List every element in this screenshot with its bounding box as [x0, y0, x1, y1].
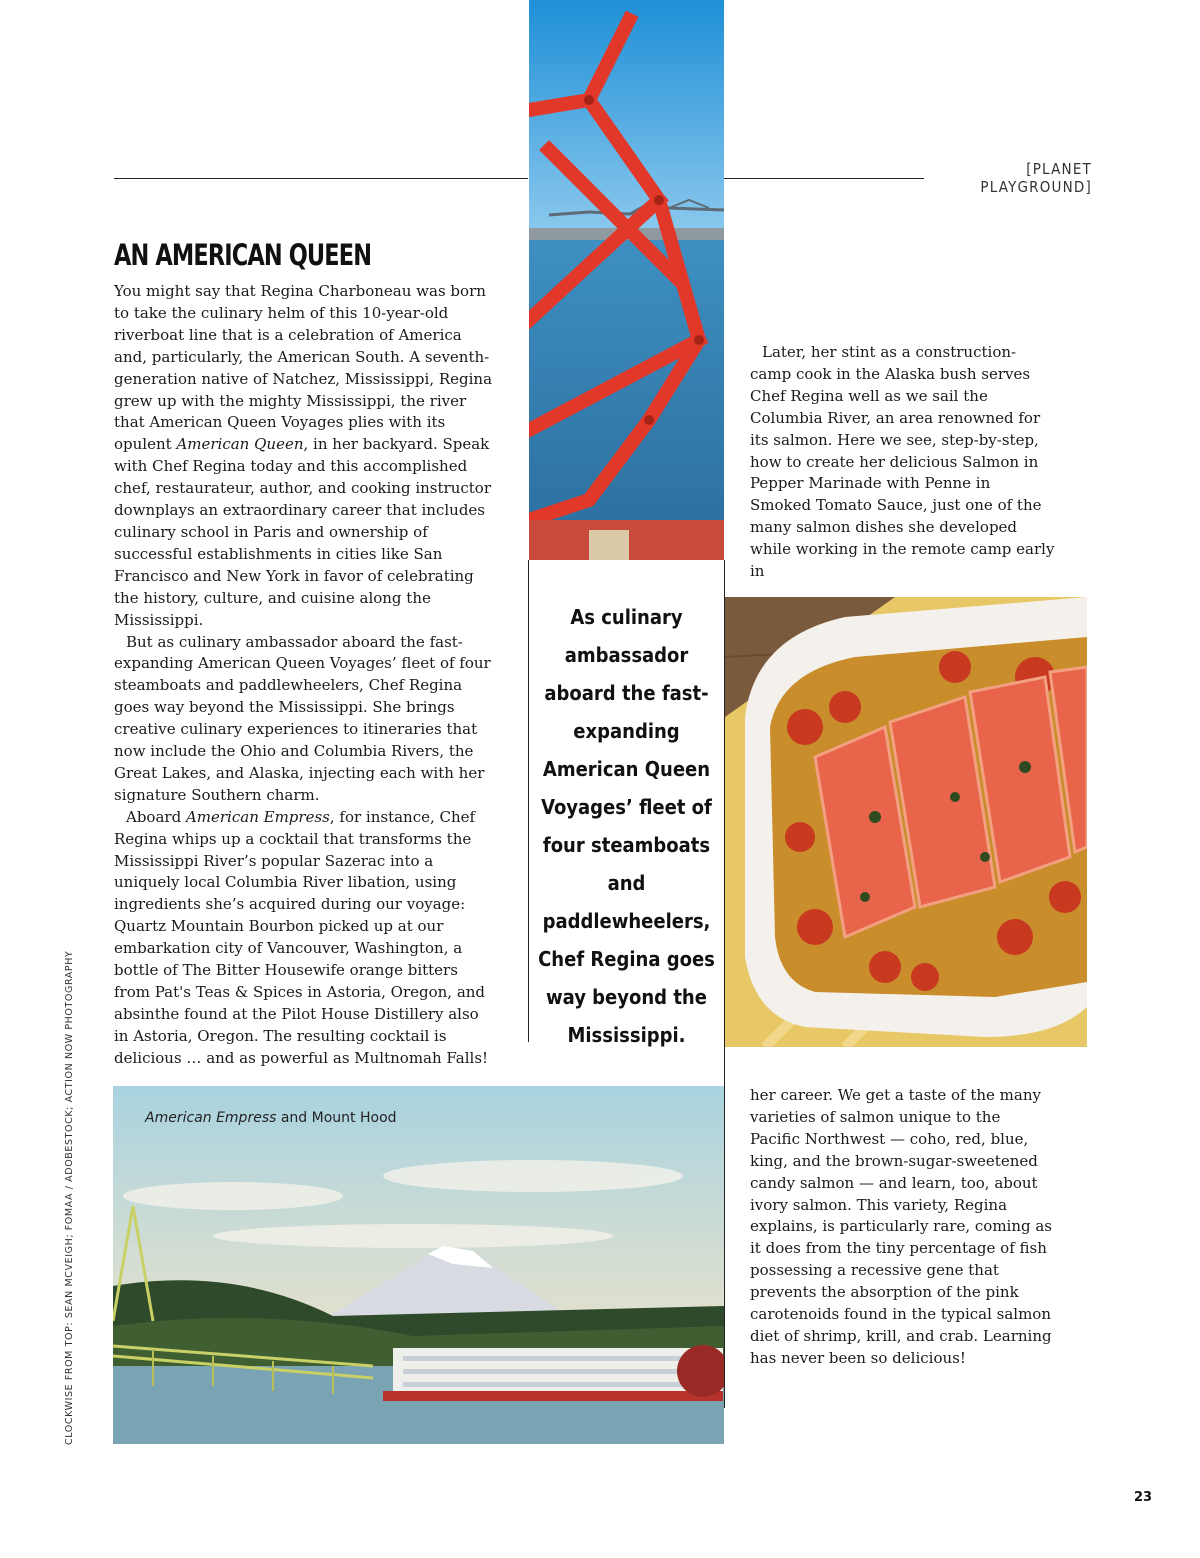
paddlewheel-river-photo — [529, 0, 724, 560]
paragraph-2: But as culinary ambassador aboard the fast-expanding American Queen Voyages’ fleet of four steamboats and paddlewheelers, Chef Regina goes way beyond the Mississippi. She brings creative culinary experiences to itineraries that now include the Ohio and Columbia Rivers, the Great Lakes, and Alaska, injecting each with her signature Southern charm. — [114, 632, 491, 804]
paragraph-3 — [114, 807, 494, 1070]
article-headline: AN AMERICAN QUEEN — [114, 238, 372, 272]
paragraph-5: her career. We get a taste of the many varieties of salmon unique to the Pacific Northwest — coho, red, blue, king, and the brown-sugar-sweetened candy salmon — and learn, too, about ivory salmon. This variety, Regina explains, is particularly rare, coming as it does from the tiny percentage of fish possessing a recessive gene that prevents the absorption of the pink carotenoids found in the typical salmon diet of shrimp, krill, and crab. Learning has never been so delicious! — [750, 1086, 1053, 1367]
paragraph-1-text: You might say that Regina Charboneau was born to take the culinary helm of this 10-year-old riverboat line that is a celebration of America and, particularly, the American South. A seventh-generation native of Natchez, Mississippi, Regina grew up with the mighty Mississippi, the river that American Queen Voyages plies with its opulent — [114, 282, 493, 454]
pull-quote: As culinary ambassador aboard the fast-expanding American Queen Voyages’ fleet of four steamboats and paddlewheelers, Chef Regina goes way beyond the Mississippi. — [538, 605, 715, 1047]
paragraph-3-italic: American Empress — [185, 807, 330, 826]
caption-italic: American Empress — [145, 1110, 277, 1126]
paragraph-1-italic: American Queen — [176, 435, 304, 454]
photo-credit: CLOCKWISE FROM TOP: SEAN MCVEIGH; FOMAA / ADOBESTOCK; ACTION NOW PHOTOGRAPHY — [64, 950, 75, 1445]
section-tag: [PLANET PLAYGROUND] — [980, 160, 1092, 196]
baked-salmon-dish-photo — [725, 597, 1087, 1047]
caption-text: and Mount Hood — [276, 1110, 397, 1126]
paragraph-1 — [114, 281, 494, 632]
right-column-text-top — [750, 342, 1055, 583]
photo-caption — [145, 1110, 397, 1126]
mount-hood-riverboat-photo — [113, 1086, 724, 1444]
page-number: 23 — [1134, 1490, 1153, 1505]
paragraph-3-start: Aboard — [126, 807, 186, 826]
right-column-text-bottom — [750, 1085, 1055, 1370]
header-rule-left — [114, 178, 528, 179]
header-rule-right — [724, 178, 924, 179]
paragraph-3-text: , for instance, Chef Regina whips up a cocktail that transforms the Mississippi River’s popular Sazerac into a uniquely local Columbia River libation, using ingredients she’s acquired during our voyage: Quartz Mountain Bourbon picked up at our embarkation city of Vancouver, Washington, a bottle of The Bitter Housewife orange bitters from Pat's Teas & Spices in Astoria, Oregon, and absinthe found at the Pilot House Distillery also in Astoria, Oregon. The resulting cocktail is delicious … and as powerful as Multnomah Falls! — [114, 807, 489, 1067]
paragraph-1-end: , in her backyard. Speak with Chef Regina today and this accomplished chef, restaurateur, author, and cooking instructor downplays an extraordinary career that includes culinary school in Paris and ownership of successful establishments in cities like San Francisco and New York in favor of celebrating the history, culture, and cuisine along the Mississippi. — [114, 435, 491, 629]
left-column-text — [114, 281, 494, 1070]
paragraph-4: Later, her stint as a construction-camp cook in the Alaska bush serves Chef Regina well as we sail the Columbia River, an area renowned for its salmon. Here we see, step-by-step, how to create her delicious Salmon in Pepper Marinade with Penne in Smoked Tomato Sauce, just one of the many salmon dishes she developed while working in the remote camp early in — [750, 343, 1055, 581]
